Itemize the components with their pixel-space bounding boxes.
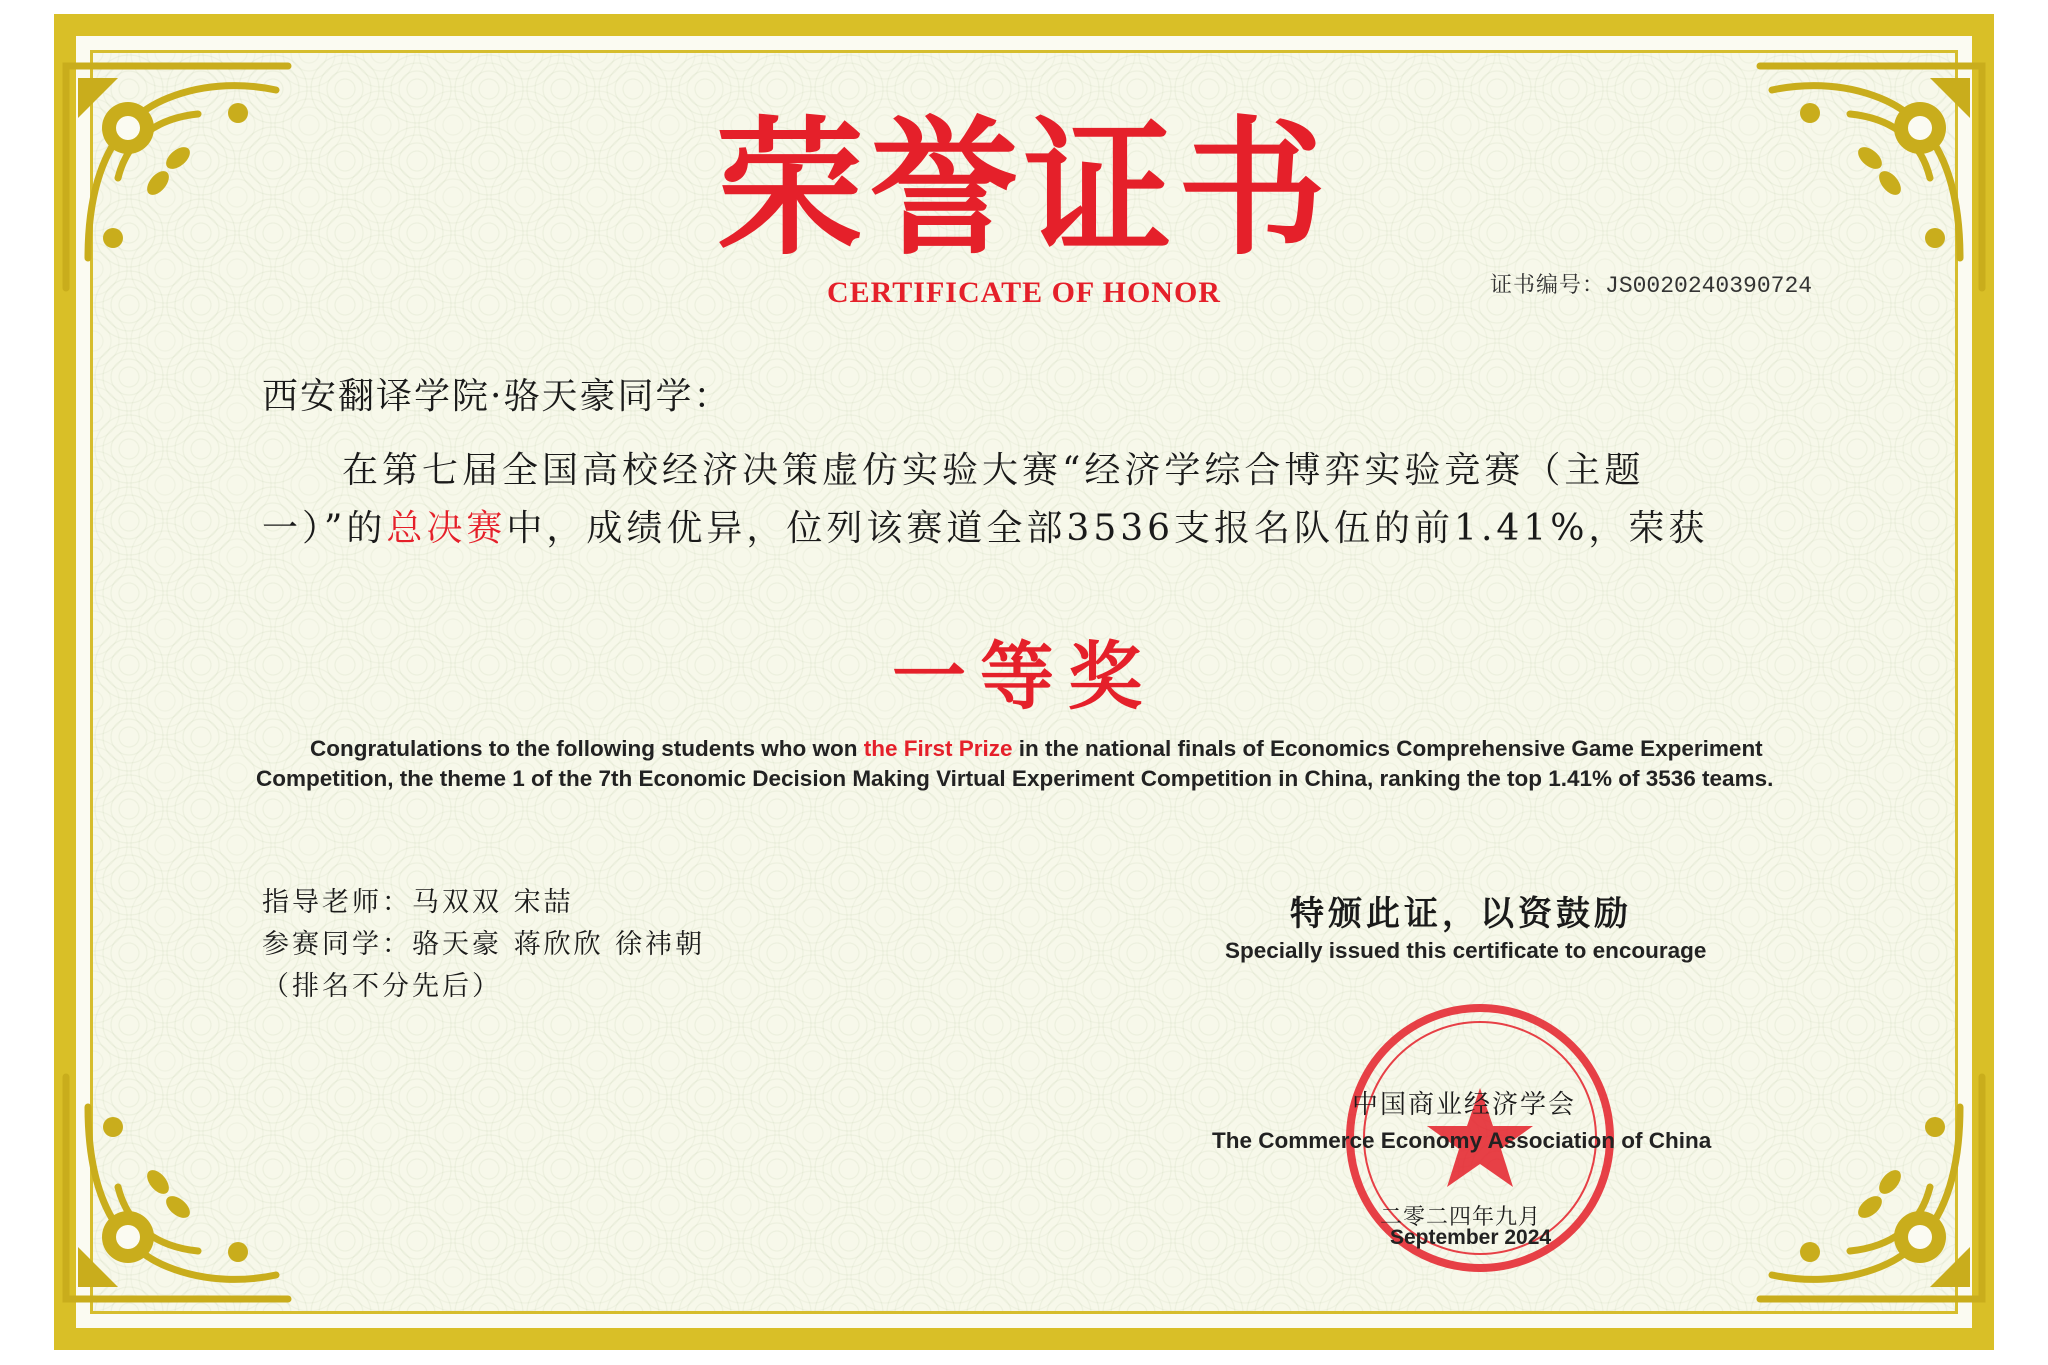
advisor-line: 指导老师：马双双 宋喆 [262, 887, 574, 918]
certificate-number-value: JS0020240390724 [1605, 273, 1813, 299]
corner-ornament-icon [1750, 1067, 1990, 1307]
award-name: 一等奖 [892, 634, 1156, 720]
finals-highlight: 总决赛 [386, 508, 507, 549]
issuer-name-chinese: 中国商业经济学会 [1352, 1090, 1577, 1120]
issue-statement-chinese: 特颁此证，以资鼓励 [1290, 894, 1632, 934]
recipient-line: 西安翻译学院·骆天豪同学： [262, 376, 732, 417]
students-line: 参赛同学：骆天豪 蒋欣欣 徐祎朝 [262, 929, 706, 960]
certificate-number [1490, 268, 1812, 299]
issue-date-english: September 2024 [1390, 1226, 1552, 1249]
body-text-chinese: 在第七届全国高校经济决策虚仿实验大赛“经济学综合博弈实验竞赛（主题一）”的总决赛中，成绩优异，位列该赛道全部3536支报名队伍的前1.41%，荣获 [262, 450, 1709, 549]
first-prize-highlight: the First Prize [863, 736, 1013, 761]
issuer-name-english: The Commerce Economy Association of China [1212, 1128, 1712, 1153]
ranking-note: （排名不分先后） [262, 971, 502, 1002]
certificate-number-label: 证书编号： [1490, 273, 1606, 298]
certificate-title: 荣誉证书 [716, 103, 1332, 275]
certificate-title-english: CERTIFICATE OF HONOR [827, 276, 1221, 309]
issue-date-chinese: 二零二四年九月 [1380, 1205, 1542, 1230]
participants-block [262, 882, 705, 1008]
body-text-english: Congratulations to the following students who won the First Prize in the national finals of Economics Comprehensive Game Experiment Competition, the theme 1 of the 7th Economic Decision Making Virtual Experiment Competition in China, ranking the top 1.41% of 3536 teams. [256, 736, 1774, 791]
issue-statement-english: Specially issued this certificate to encourage [1225, 938, 1707, 963]
corner-ornament-icon [58, 1067, 298, 1307]
